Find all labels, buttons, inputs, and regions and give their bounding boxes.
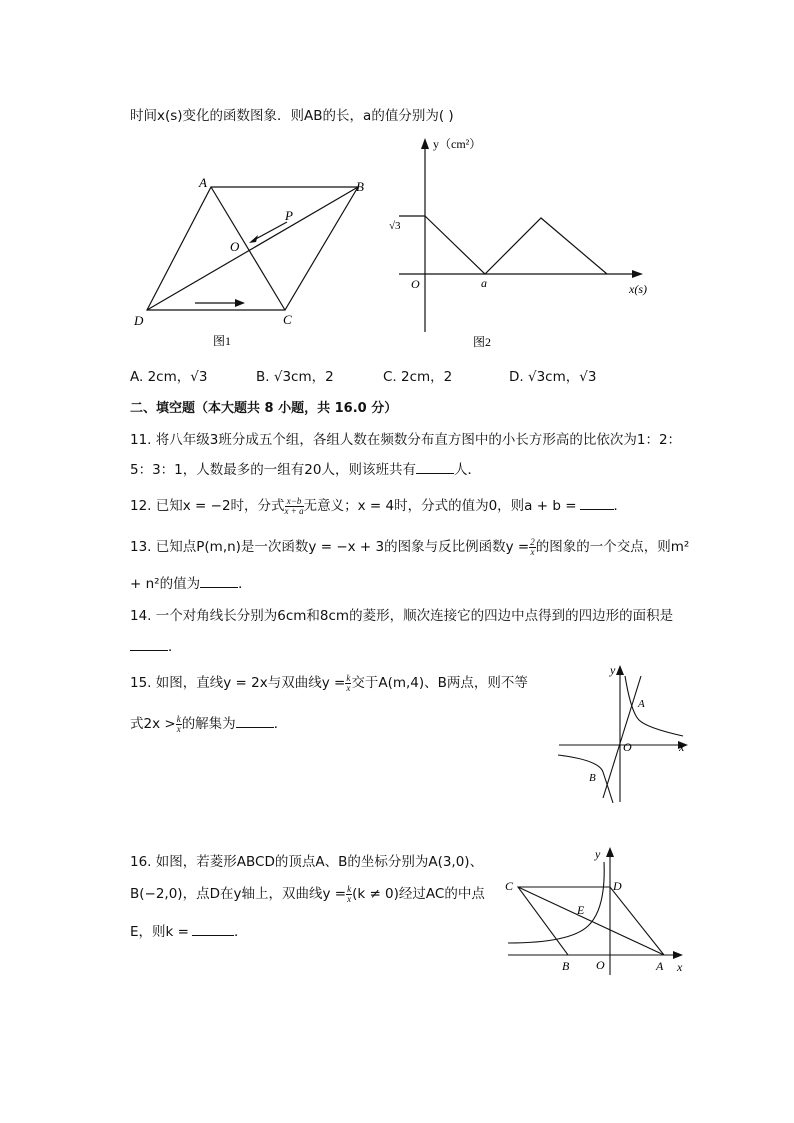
q16-label-e: E bbox=[577, 903, 585, 917]
q16-line3 bbox=[130, 920, 247, 940]
q15-text-b: 交于A(m,4)、B两点，则不等 bbox=[351, 675, 528, 691]
section-2-title: 二、填空题（本大题共 8 小题，共 16.0 分） bbox=[130, 401, 398, 416]
q13-line2 bbox=[130, 572, 252, 592]
q15-y-arrow bbox=[616, 665, 624, 675]
q15-den-2: x bbox=[176, 723, 181, 734]
q12-num: x−b bbox=[285, 497, 304, 507]
q12-fraction bbox=[285, 497, 304, 516]
q15-label-b: B bbox=[589, 772, 596, 784]
q11-blank[interactable] bbox=[416, 461, 454, 474]
q10-stem: 时间x(s)变化的函数图象．则AB的长，a的值分别为( ) bbox=[130, 108, 454, 124]
q16-label-x: x bbox=[677, 960, 683, 974]
figure-q16 bbox=[500, 840, 700, 980]
q15-text-c: 式2x > bbox=[130, 716, 176, 732]
q16-line2 bbox=[130, 882, 485, 904]
q12-den: x + a bbox=[284, 505, 304, 516]
caption-fig1: 图1 bbox=[213, 334, 232, 348]
x-axis-arrow bbox=[632, 270, 643, 278]
q15-label-a: A bbox=[638, 698, 645, 710]
q16-hyperbola bbox=[508, 862, 604, 943]
q16-text-d: ． bbox=[233, 924, 248, 940]
label-d: D bbox=[134, 313, 144, 328]
q15-label-o: O bbox=[623, 740, 632, 754]
q16-x-arrow bbox=[673, 951, 683, 959]
a-label: a bbox=[481, 276, 487, 290]
arrow-p-head bbox=[249, 235, 258, 243]
q11-line2 bbox=[130, 458, 481, 478]
figure-1-rhombus bbox=[125, 170, 375, 360]
q15-num: k bbox=[346, 672, 351, 683]
q12-text-b: 无意义；x = 4时，分式的值为0，则a + b = bbox=[303, 498, 577, 514]
q16-label-c: C bbox=[505, 879, 514, 893]
q16-text-b: (k ≠ 0)经过AC的中点 bbox=[352, 886, 485, 902]
sqrt3-label: √3 bbox=[389, 220, 401, 232]
label-c: C bbox=[283, 312, 292, 327]
q15-line2 bbox=[130, 712, 287, 734]
q13-blank[interactable] bbox=[200, 575, 238, 588]
graph-line bbox=[425, 216, 607, 274]
q15-blank[interactable] bbox=[236, 715, 274, 728]
q12-text-c: ． bbox=[613, 498, 628, 514]
q16-den: x bbox=[347, 893, 352, 904]
q16-label-y: y bbox=[595, 847, 601, 861]
q16-label-b: B bbox=[562, 959, 570, 973]
q15-label-y: y bbox=[610, 663, 616, 677]
label-o: O bbox=[230, 239, 240, 254]
option-c: C. 2cm，2 bbox=[383, 369, 453, 385]
q16-num: k bbox=[347, 883, 352, 894]
option-d: D. √3cm，√3 bbox=[509, 369, 597, 385]
q16-label-a: A bbox=[656, 959, 664, 973]
q13-line1 bbox=[130, 535, 689, 557]
y-axis-arrow bbox=[421, 138, 429, 149]
q13-text-b: 的图象的一个交点，则m² bbox=[535, 539, 690, 555]
figure-2-graph bbox=[385, 132, 665, 362]
q16-line1: 16. 如图，若菱形ABCD的顶点A、B的坐标分别为A(3,0)、 bbox=[130, 854, 484, 870]
x-axis-label: x(s) bbox=[629, 282, 647, 296]
q11-text-a: 5：3：1，人数最多的一组有20人，则该班共有 bbox=[130, 462, 416, 478]
q16-label-d: D bbox=[613, 879, 622, 893]
q13-num: 2 bbox=[530, 536, 535, 547]
q15-text-e: ． bbox=[273, 716, 288, 732]
q14-line1: 14. 一个对角线长分别为6cm和8cm的菱形，顺次连接它的四边中点得到的四边形的面积是 bbox=[130, 608, 674, 624]
q13-text-d: ． bbox=[238, 576, 252, 592]
option-b: B. √3cm，2 bbox=[256, 369, 334, 385]
q16-label-o: O bbox=[596, 958, 605, 972]
label-a: A bbox=[199, 175, 207, 190]
q13-text-c: + n²的值为 bbox=[130, 576, 201, 592]
q12-text-a: 12. 已知x = −2时，分式 bbox=[130, 498, 285, 514]
q16-text-a: B(−2,0)，点D在y轴上，双曲线y = bbox=[130, 886, 347, 902]
q16-text-c: E，则k = bbox=[130, 924, 189, 940]
q14-line2 bbox=[130, 635, 182, 655]
diagonal-ac bbox=[211, 187, 285, 310]
y-axis-label: y（cm²） bbox=[433, 137, 482, 151]
q16-y-arrow bbox=[606, 847, 614, 857]
q14-blank[interactable] bbox=[130, 638, 168, 651]
q15-label-x: x bbox=[679, 740, 685, 754]
q15-text-a: 15. 如图，直线y = 2x与双曲线y = bbox=[130, 675, 346, 691]
q14-text-b: ． bbox=[168, 639, 182, 655]
q16-blank[interactable] bbox=[192, 923, 234, 936]
label-p: P bbox=[285, 208, 293, 223]
q16-diagonal-ac bbox=[518, 887, 664, 955]
option-a: A. 2cm，√3 bbox=[130, 369, 208, 385]
q15-line1 bbox=[130, 671, 528, 693]
q13-den: x bbox=[530, 546, 535, 557]
caption-fig2: 图2 bbox=[473, 335, 492, 349]
q15-hyperbola-q1 bbox=[625, 676, 683, 736]
q12-line bbox=[130, 494, 627, 516]
q15-hyperbola-q3 bbox=[558, 755, 613, 803]
figure-q15 bbox=[555, 660, 695, 810]
q11-line1: 11. 将八年级3班分成五个组，各组人数在频数分布直方图中的小长方形高的比依次为1：2： bbox=[130, 432, 682, 448]
q15-line-y2x bbox=[603, 676, 641, 798]
q15-num-2: k bbox=[176, 713, 181, 724]
q15-text-d: 的解集为 bbox=[181, 716, 236, 732]
arrow-dc-head bbox=[235, 299, 245, 307]
q13-text-a: 13. 已知点P(m,n)是一次函数y = −x + 3的图象与反比例函数y = bbox=[130, 539, 530, 555]
q15-den: x bbox=[346, 682, 351, 693]
q11-text-b: 人． bbox=[453, 462, 481, 478]
q12-blank[interactable] bbox=[580, 497, 614, 510]
label-b: B bbox=[356, 179, 364, 194]
origin-label: O bbox=[411, 277, 420, 291]
